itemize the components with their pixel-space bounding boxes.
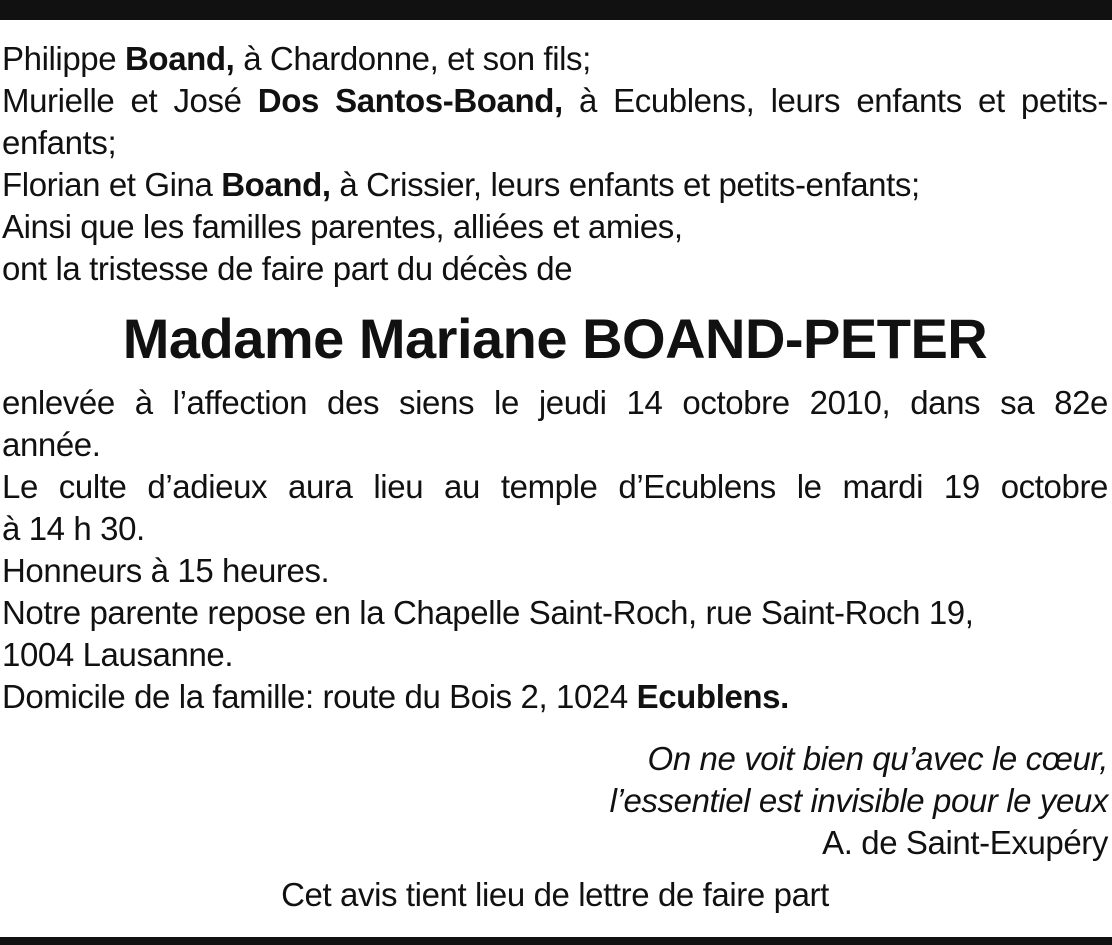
quote-author: A. de Saint-Exupéry xyxy=(822,824,1108,861)
quote-line-1: On ne voit bien qu’avec le cœur, xyxy=(647,740,1108,777)
family-surname: Dos Santos-Boand, xyxy=(257,82,563,119)
details-line-4-continued: 1004 Lausanne. xyxy=(2,636,234,673)
details-line-3: Honneurs à 15 heures. xyxy=(2,552,330,589)
family-line-1: Philippe Boand, à Chardonne, et son fils; xyxy=(2,40,591,77)
family-line-5: ont la tristesse de faire part du décès de xyxy=(2,250,573,287)
family-line-3: Florian et Gina Boand, à Crissier, leurs enfants et petits-enfants; xyxy=(2,166,920,203)
details-line-1: enlevée à l’affection des siens le jeudi 14 octobre 2010, dans sa 82e xyxy=(2,384,1108,421)
family-surname: Boand, xyxy=(221,166,331,203)
family-line-2-continued: enfants; xyxy=(2,124,117,161)
details-line-1-continued: année. xyxy=(2,426,101,463)
deceased-name: Madame Mariane BOAND-PETER xyxy=(122,307,988,370)
family-line-4: Ainsi que les familles parentes, alliées et amies, xyxy=(2,208,683,245)
bottom-rule xyxy=(0,937,1112,945)
family-town: Ecublens. xyxy=(636,678,789,715)
family-line-2: Murielle et José Dos Santos-Boand, à Ecublens, leurs enfants et petits- xyxy=(2,82,1108,119)
family-surname: Boand, xyxy=(125,40,235,77)
footer-note: Cet avis tient lieu de lettre de faire part xyxy=(281,876,829,913)
obituary-notice xyxy=(2,38,1108,916)
quote-line-2: l’essentiel est invisible pour le yeux xyxy=(609,782,1108,819)
details-line-2-continued: à 14 h 30. xyxy=(2,510,145,547)
quotation xyxy=(2,738,1108,864)
details-line-4: Notre parente repose en la Chapelle Saint-Roch, rue Saint-Roch 19, xyxy=(2,594,974,631)
details-line-2: Le culte d’adieux aura lieu au temple d’Ecublens le mardi 19 octobre xyxy=(2,468,1108,505)
top-rule xyxy=(0,0,1112,20)
details-line-5: Domicile de la famille: route du Bois 2, 1024 Ecublens. xyxy=(2,678,789,715)
